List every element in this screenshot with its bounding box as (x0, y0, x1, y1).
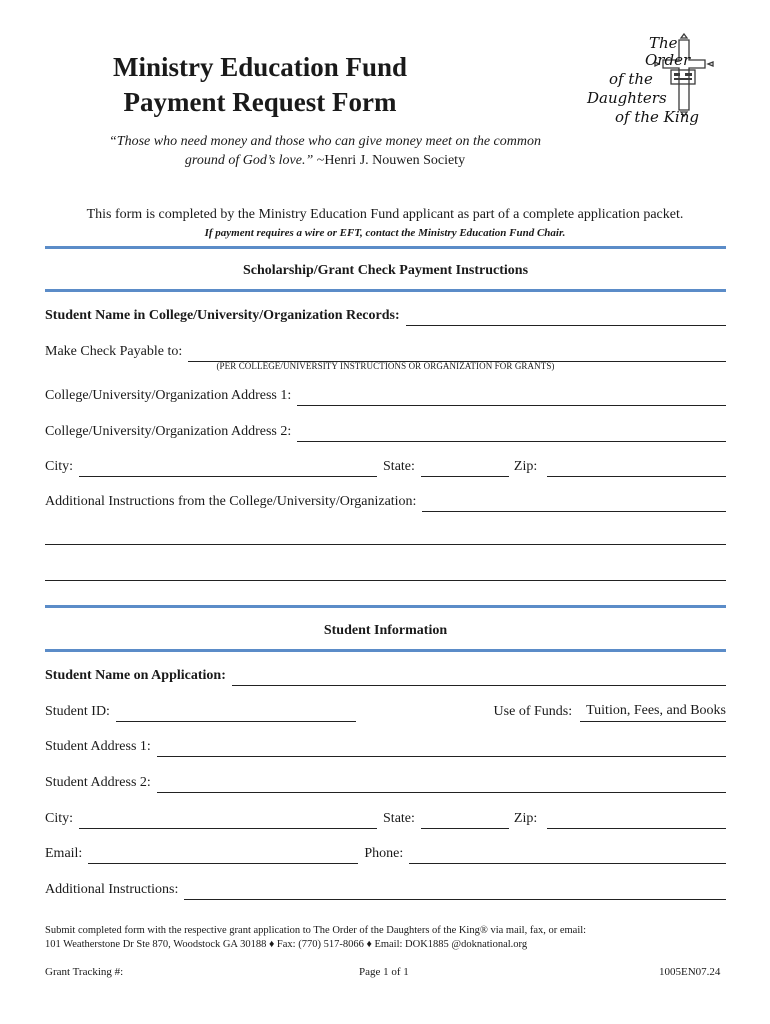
student-address-1-field[interactable] (157, 740, 726, 757)
student-zip-field[interactable] (547, 812, 726, 829)
logo-text-of-the: of the (609, 70, 653, 88)
title-line-1: Ministry Education Fund (112, 52, 408, 82)
student-address-1-row (45, 737, 726, 757)
student-additional-row (45, 880, 726, 900)
org-city-state-zip-row (45, 457, 726, 477)
logo-text-daughters: Daughters (587, 89, 667, 107)
title-line-2: Payment Request Form (123, 87, 397, 117)
make-check-payable-field[interactable] (188, 345, 726, 362)
student-additional-label: Additional Instructions: (45, 882, 179, 897)
intro-text: This form is completed by the Ministry Education Fund applicant as part of a complete application packet. (86, 207, 684, 222)
section-divider (45, 246, 726, 249)
org-address-2-row (45, 422, 726, 442)
logo-text-the: The (649, 34, 678, 52)
make-check-payable-label: Make Check Payable to: (45, 344, 183, 359)
daughters-of-the-king-logo (583, 32, 733, 132)
student-address-2-field[interactable] (157, 776, 726, 793)
org-zip-field[interactable] (547, 460, 726, 477)
wire-eft-note: If payment requires a wire or EFT, contact the Ministry Education Fund Chair. (204, 227, 566, 239)
org-address-1-label: College/University/Organization Address 1: (45, 388, 292, 403)
org-additional-row (45, 492, 726, 512)
org-address-1-field[interactable] (297, 389, 726, 406)
org-state-field[interactable] (421, 460, 509, 477)
student-id-field[interactable] (116, 705, 356, 722)
logo-text-order: Order (645, 51, 691, 69)
org-additional-label: Additional Instructions from the College/University/Organization: (45, 494, 417, 509)
submit-instructions: Submit completed form with the respective grant application to The Order of the Daughters of the King® via mail, fax, or email: (45, 925, 587, 936)
email-phone-row (45, 844, 726, 864)
student-city-field[interactable] (79, 812, 377, 829)
org-state-label: State: (383, 459, 415, 474)
grant-tracking-label: Grant Tracking #: (45, 966, 124, 978)
make-check-payable-row (45, 342, 726, 362)
contact-address: 101 Weatherstone Dr Ste 870, Woodstock GA 30188 ♦ Fax: (770) 517-8066 ♦ Email: DOK1885 @doknational.org (45, 939, 528, 950)
org-address-1-row (45, 386, 726, 406)
student-address-2-label: Student Address 2: (45, 775, 151, 790)
student-id-label: Student ID: (45, 704, 110, 719)
student-name-row (45, 666, 726, 686)
quote (90, 132, 560, 170)
student-address-1-label: Student Address 1: (45, 739, 151, 754)
student-name-records-field[interactable] (406, 309, 726, 326)
form-code: 1005EN07.24 (659, 966, 721, 978)
org-additional-field-line-3[interactable] (45, 580, 726, 581)
section-divider (45, 649, 726, 652)
student-section-title: Student Information (323, 623, 448, 638)
student-additional-field[interactable] (184, 883, 726, 900)
student-address-2-row (45, 773, 726, 793)
student-state-field[interactable] (421, 812, 509, 829)
phone-label: Phone: (364, 846, 404, 861)
quote-attribution: ~Henri J. Nouwen Society (313, 153, 466, 168)
student-zip-label: Zip: (513, 811, 538, 826)
student-city-label: City: (45, 811, 74, 826)
student-name-records-row (45, 306, 726, 326)
org-zip-label: Zip: (513, 459, 538, 474)
logo-text-of-the-king: of the King (615, 108, 699, 126)
section-divider (45, 605, 726, 608)
org-address-2-label: College/University/Organization Address 2: (45, 424, 292, 439)
section-divider (45, 289, 726, 292)
student-id-row (45, 702, 726, 722)
org-city-label: City: (45, 459, 74, 474)
student-city-state-zip-row (45, 809, 726, 829)
org-additional-field[interactable] (422, 495, 726, 512)
check-section-title: Scholarship/Grant Check Payment Instructions (242, 263, 529, 278)
org-additional-field-line-2[interactable] (45, 544, 726, 545)
quote-text: “Those who need money and those who can give money meet on the common ground of God’s love.” (109, 134, 541, 168)
student-name-records-label: Student Name in College/University/Organization Records: (45, 308, 400, 323)
org-city-field[interactable] (79, 460, 377, 477)
student-name-field[interactable] (232, 669, 726, 686)
form-title (110, 50, 410, 120)
use-of-funds-label: Use of Funds: (493, 704, 573, 719)
email-field[interactable] (88, 847, 358, 864)
page-number: Page 1 of 1 (359, 966, 409, 978)
student-name-label: Student Name on Application: (45, 668, 226, 683)
student-state-label: State: (383, 811, 415, 826)
use-of-funds-field[interactable]: Tuition, Fees, and Books (580, 703, 726, 722)
phone-field[interactable] (409, 847, 726, 864)
email-label: Email: (45, 846, 83, 861)
payable-note: (PER COLLEGE/UNIVERSITY INSTRUCTIONS OR ORGANIZATION FOR GRANTS) (216, 361, 555, 371)
org-address-2-field[interactable] (297, 425, 726, 442)
